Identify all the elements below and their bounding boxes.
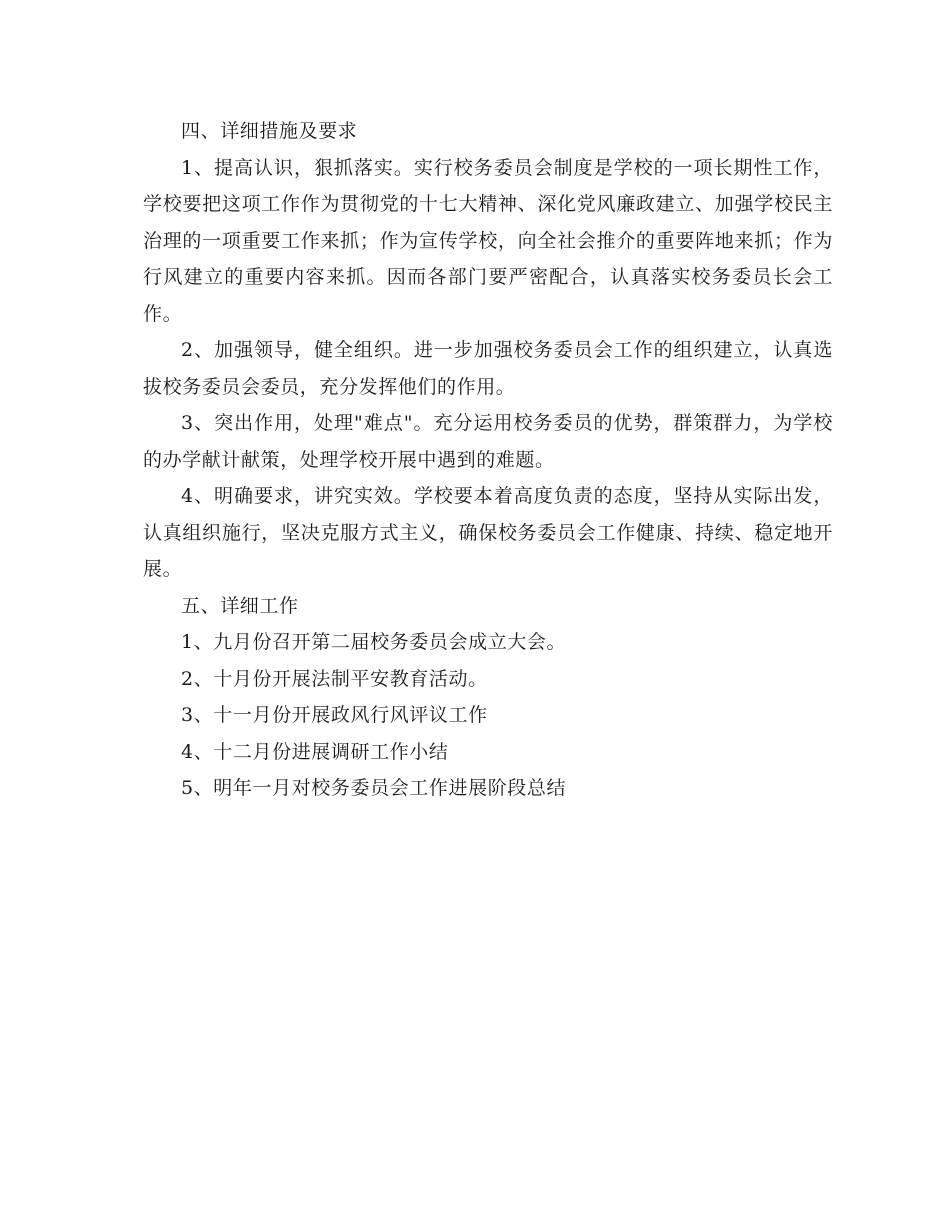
list-item: 2、十月份开展法制平安教育活动。 xyxy=(181,667,488,690)
paragraph: 4、明确要求，讲究实效。学校要本着高度负责的态度，坚持从实际出发，认真组织施行，坚决克服方式主义，确保校务委员会工作健康、持续、稳定地开展。 xyxy=(143,485,833,580)
section-heading: 五、详细工作 xyxy=(181,594,299,617)
paragraph: 2、加强领导，健全组织。进一步加强校务委员会工作的组织建立，认真选拔校务委员会委员，充分发挥他们的作用。 xyxy=(143,339,833,398)
list-item: 1、九月份召开第二届校务委员会成立大会。 xyxy=(181,631,567,653)
document-body xyxy=(143,113,833,807)
list-item: 4、十二月份进展调研工作小结 xyxy=(181,740,449,763)
list-item: 3、十一月份开展政风行风评议工作 xyxy=(181,704,488,726)
paragraph: 1、提高认识，狠抓落实。实行校务委员会制度是学校的一项长期性工作，学校要把这项工作作为贯彻党的十七大精神、深化党风廉政建立、加强学校民主治理的一项重要工作来抓；作为宣传学校，向全社会推介的重要阵地来抓；作为行风建立的重要内容来抓。因而各部门要严密配合，认真落实校务委员长会工作。 xyxy=(143,156,833,325)
section-heading: 四、详细措施及要求 xyxy=(181,120,358,142)
list-item: 5、明年一月对校务委员会工作进展阶段总结 xyxy=(181,777,567,799)
paragraph: 3、突出作用，处理"难点"。充分运用校务委员的优势，群策群力，为学校的办学献计献策，处理学校开展中遇到的难题。 xyxy=(143,412,833,471)
